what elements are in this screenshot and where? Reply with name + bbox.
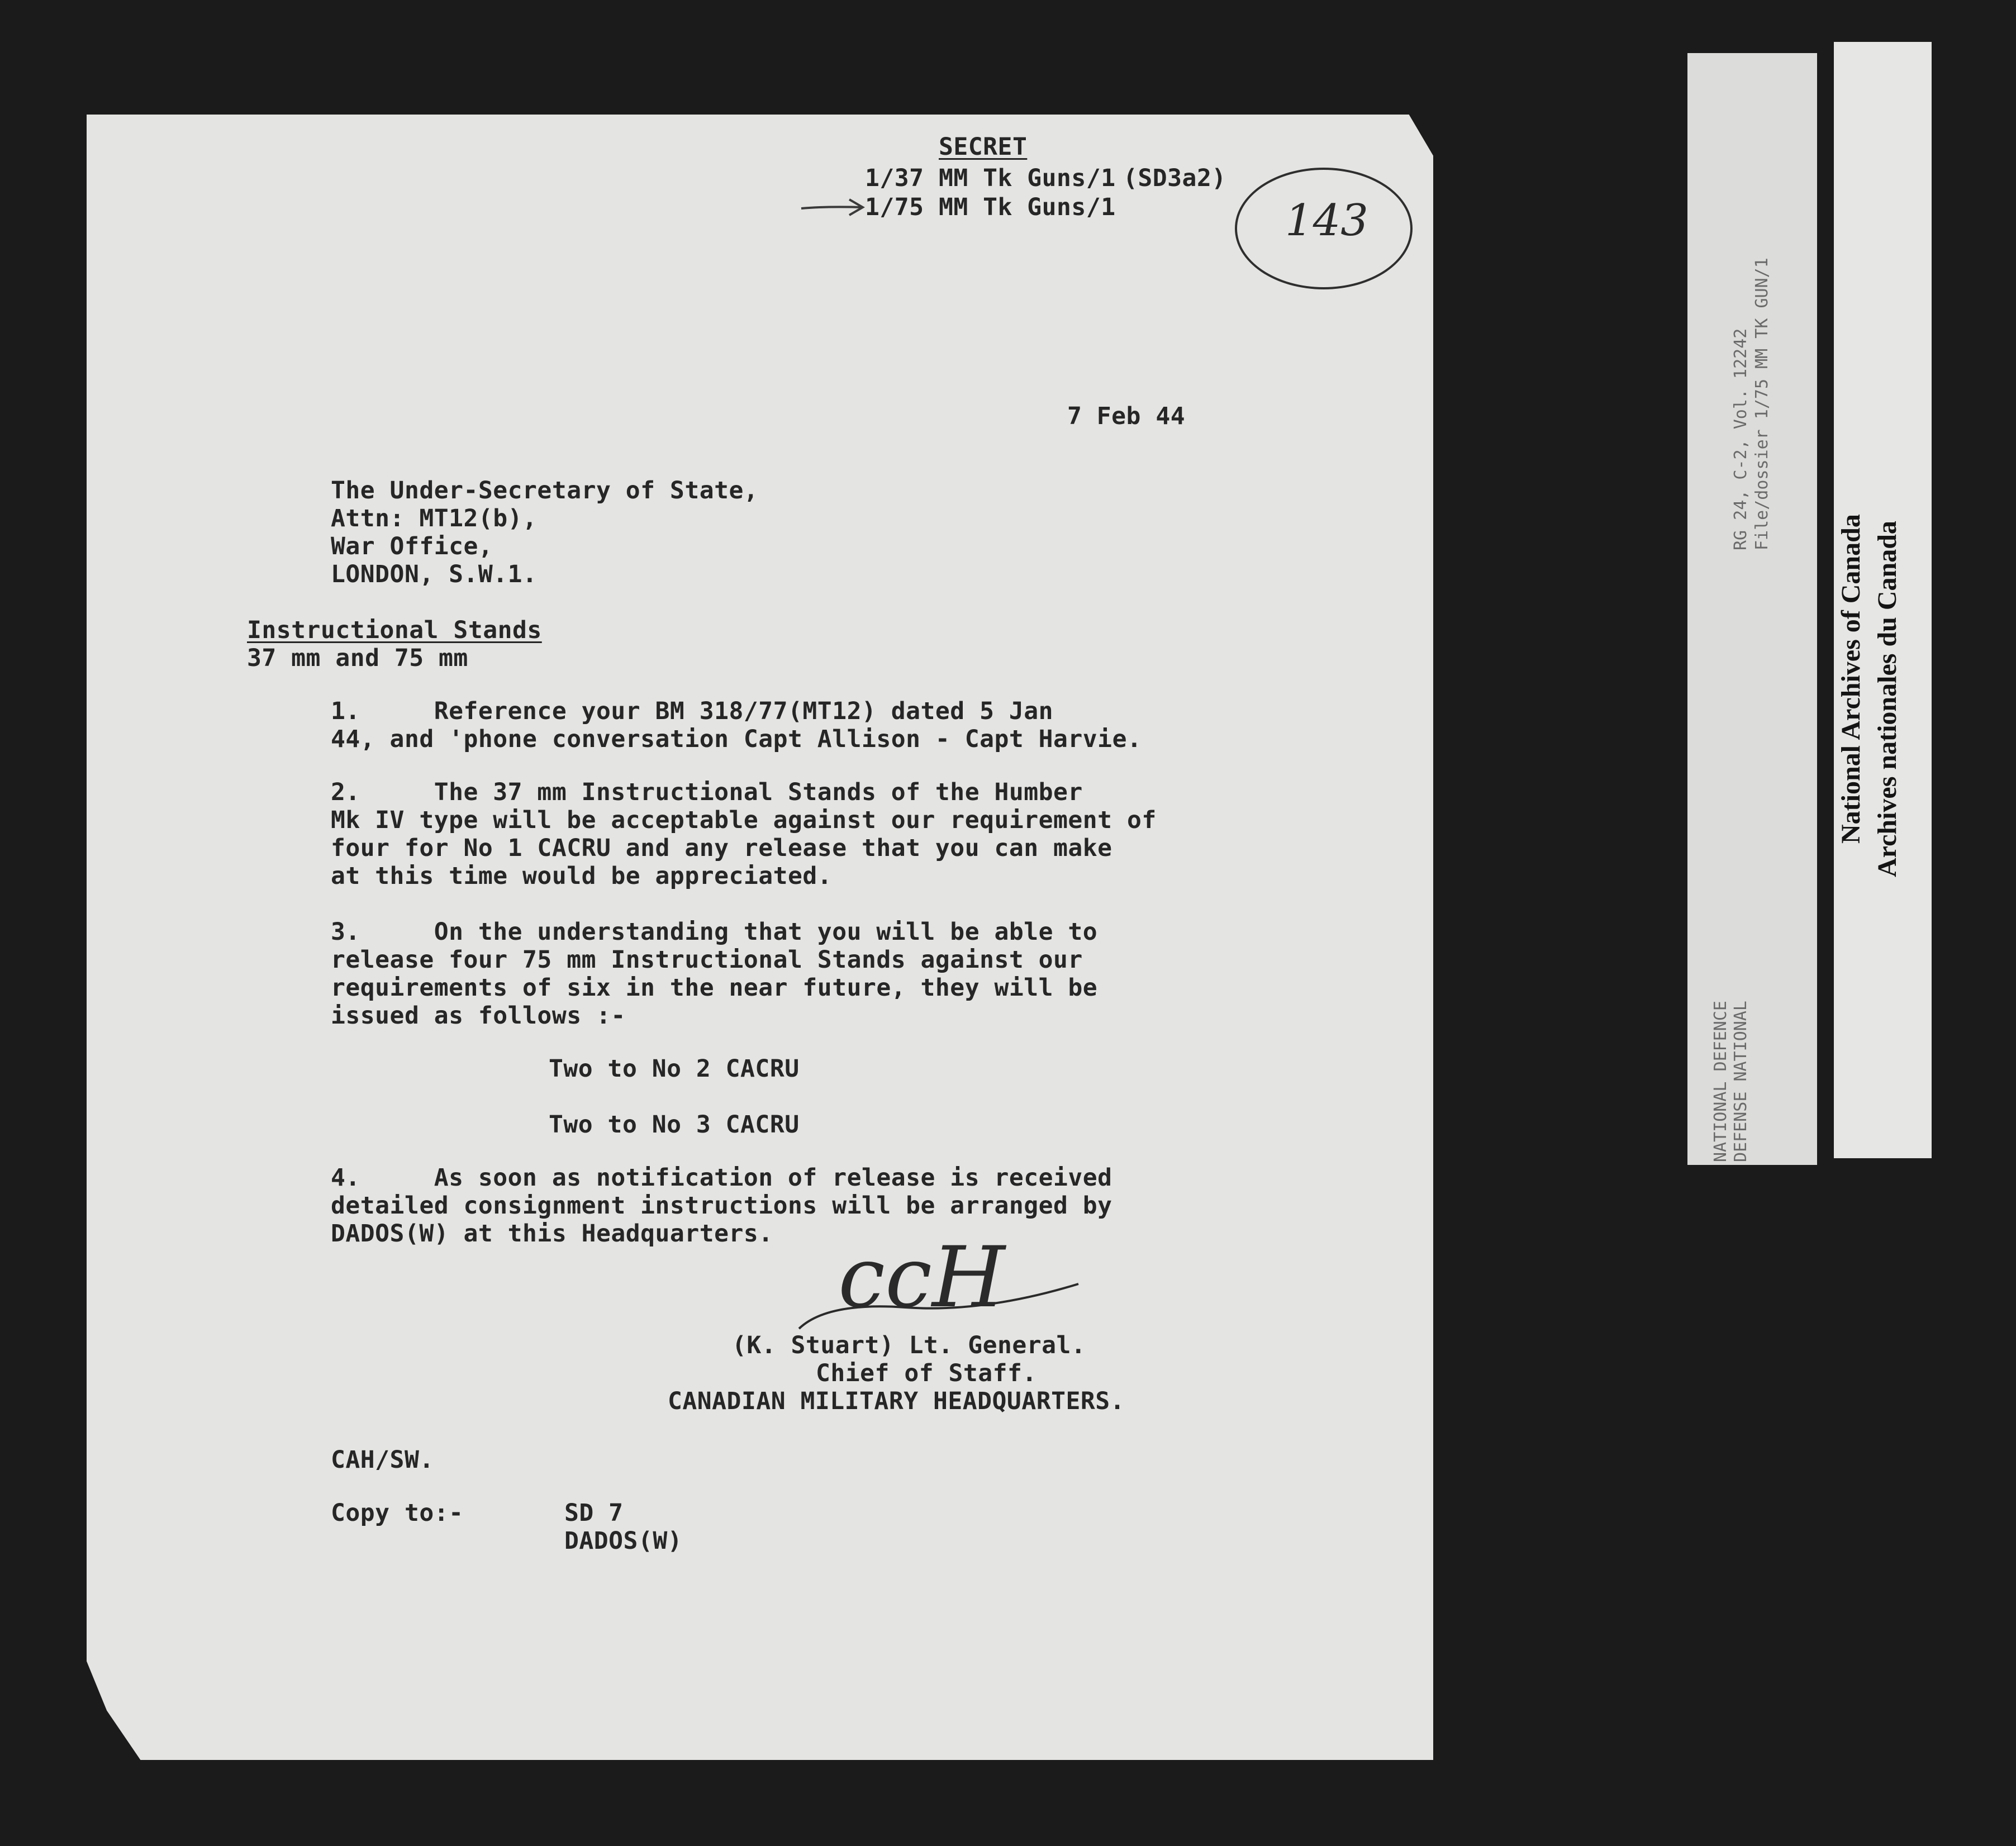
signature-initials: ccH: [838, 1229, 1005, 1326]
paragraph-4-line-3: DADOS(W) at this Headquarters.: [331, 1220, 773, 1248]
archive-label-line-2: Archives nationales du Canada: [1872, 521, 1902, 877]
office-code: (SD3a2): [1123, 164, 1226, 192]
subject-line-2: 37 mm and 75 mm: [247, 644, 468, 672]
handwritten-arrow-icon: [799, 193, 866, 221]
issue-line-2: Two to No 3 CACRU: [549, 1111, 800, 1139]
subject-line-1: Instructional Stands: [247, 616, 542, 644]
addressee-line-1: The Under-Secretary of State,: [331, 477, 759, 505]
archive-department-line-2: DEFENSE NATIONAL: [1731, 1001, 1751, 1162]
paragraph-3-line-3: requirements of six in the near future, they will be: [331, 974, 1098, 1002]
signatory-name: (K. Stuart) Lt. General.: [732, 1331, 1086, 1359]
classification-marking: SECRET: [939, 133, 1028, 161]
folio-number: 143: [1285, 196, 1368, 246]
addressee-line-3: War Office,: [331, 532, 493, 560]
archive-reference-strip: [1687, 53, 1817, 1165]
paragraph-3-line-1: 3. On the understanding that you will be able to: [331, 918, 1098, 946]
archive-reference-line-2: File/dossier 1/75 MM TK GUN/1: [1752, 258, 1772, 550]
paragraph-2-line-1: 2. The 37 mm Instructional Stands of the Humber: [331, 778, 1083, 806]
paragraph-2-line-4: at this time would be appreciated.: [331, 862, 833, 890]
issue-line-1: Two to No 2 CACRU: [549, 1055, 800, 1083]
addressee-line-4: LONDON, S.W.1.: [331, 560, 538, 588]
copy-to-label: Copy to:-: [331, 1499, 464, 1527]
signature-flourish: [793, 1268, 1084, 1335]
paragraph-2-line-3: four for No 1 CACRU and any release that you can make: [331, 834, 1112, 862]
file-reference-1: 1/37 MM Tk Guns/1: [865, 164, 1116, 192]
copy-recipient-2: DADOS(W): [564, 1527, 683, 1555]
archive-label-line-1: National Archives of Canada: [1836, 514, 1866, 844]
paragraph-1-line-2: 44, and 'phone conversation Capt Allison - Capt Harvie.: [331, 725, 1142, 753]
file-reference-2: 1/75 MM Tk Guns/1: [865, 193, 1116, 221]
paragraph-2-line-2: Mk IV type will be acceptable against our requirement of: [331, 806, 1157, 834]
paragraph-4-line-2: detailed consignment instructions will be arranged by: [331, 1192, 1112, 1220]
archive-reference-line-1: RG 24, C-2, Vol. 12242: [1731, 328, 1751, 550]
signatory-organization: CANADIAN MILITARY HEADQUARTERS.: [668, 1387, 1125, 1415]
paragraph-1-line-1: 1. Reference your BM 318/77(MT12) dated 5 Jan: [331, 697, 1054, 725]
signatory-title: Chief of Staff.: [816, 1359, 1037, 1387]
paragraph-4-line-1: 4. As soon as notification of release is received: [331, 1164, 1112, 1192]
copy-recipient-1: SD 7: [564, 1499, 624, 1527]
paragraph-3-line-4: issued as follows :-: [331, 1002, 626, 1030]
reference-initials: CAH/SW.: [331, 1446, 434, 1474]
addressee-line-2: Attn: MT12(b),: [331, 505, 538, 532]
letter-date: 7 Feb 44: [1067, 402, 1186, 430]
paragraph-3-line-2: release four 75 mm Instructional Stands against our: [331, 946, 1083, 974]
archive-department-line-1: NATIONAL DEFENCE: [1711, 1001, 1730, 1162]
